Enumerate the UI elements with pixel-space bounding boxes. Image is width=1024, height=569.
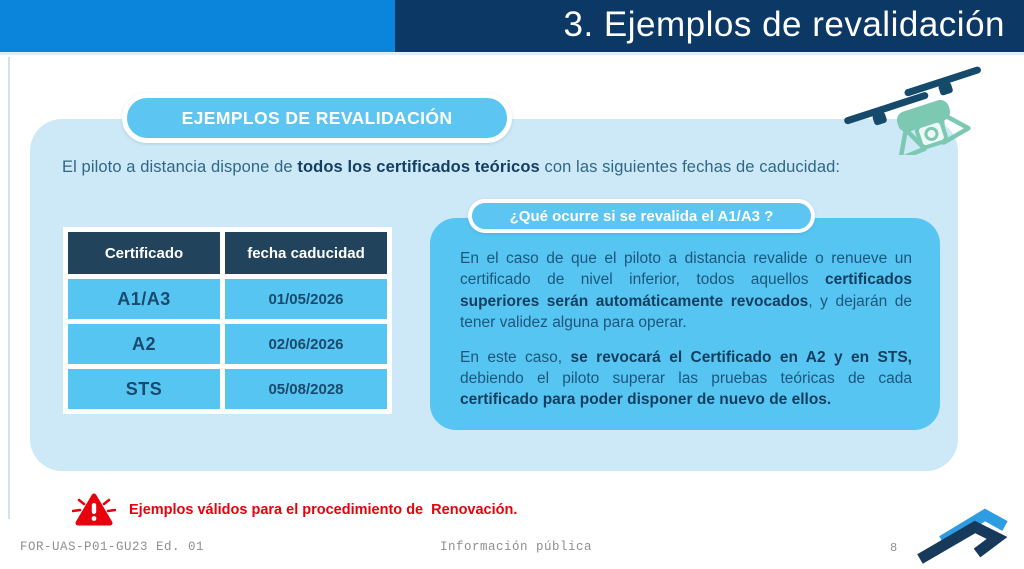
section-badge-label: EJEMPLOS DE REVALIDACIÓN bbox=[181, 107, 453, 128]
table-cell-certificado: A2 bbox=[68, 324, 220, 364]
aesa-logo-icon bbox=[915, 496, 1015, 564]
intro-text: El piloto a distancia dispone de todos los certificados teóricos con las siguientes fechas de caducidad: bbox=[62, 158, 841, 176]
section-badge bbox=[122, 93, 512, 143]
left-rule bbox=[8, 57, 10, 519]
question-pill-label: ¿Qué ocurre si se revalida el A1/A3 ? bbox=[509, 207, 774, 225]
table-header-certificado: Certificado bbox=[68, 232, 220, 274]
title-bar bbox=[395, 0, 1024, 52]
table-cell-fecha: 05/08/2028 bbox=[225, 369, 387, 409]
footer-doc-ref: FOR-UAS-P01-GU23 Ed. 01 bbox=[20, 540, 205, 554]
table-header-fecha: fecha caducidad bbox=[225, 232, 387, 274]
alert-icon bbox=[72, 492, 116, 528]
answer-paragraph-2: En este caso, se revocará el Certificado en A2 y en STS, debiendo el piloto superar las pruebas teóricas de cada certificado para poder disponer de nuevo de ellos. bbox=[460, 348, 912, 409]
title-bar-accent bbox=[0, 0, 395, 52]
page-title: 3. Ejemplos de revalidación bbox=[563, 5, 1005, 44]
drone-icon bbox=[843, 57, 993, 155]
table-cell-fecha: 01/05/2026 bbox=[225, 279, 387, 319]
table-cell-fecha: 02/06/2026 bbox=[225, 324, 387, 364]
table-cell-certificado: A1/A3 bbox=[68, 279, 220, 319]
certificates-table bbox=[63, 227, 392, 414]
warning-text: Ejemplos válidos para el procedimiento de Renovación. bbox=[129, 502, 518, 518]
answer-paragraph-1: En el caso de que el piloto a distancia revalide o renueve un certificado de nivel inferior, todos aquellos certificados superiores serán automáticamente revocados, y dejarán de tener validez alguna para operar. bbox=[460, 250, 912, 332]
page-number: 8 bbox=[890, 541, 898, 555]
table-cell-certificado: STS bbox=[68, 369, 220, 409]
footer-classification: Información pública bbox=[440, 540, 593, 554]
title-bar-underline bbox=[0, 52, 1024, 55]
content-panel bbox=[30, 107, 958, 471]
question-pill bbox=[468, 199, 815, 233]
warning-note bbox=[72, 492, 517, 528]
answer-box bbox=[430, 218, 940, 430]
